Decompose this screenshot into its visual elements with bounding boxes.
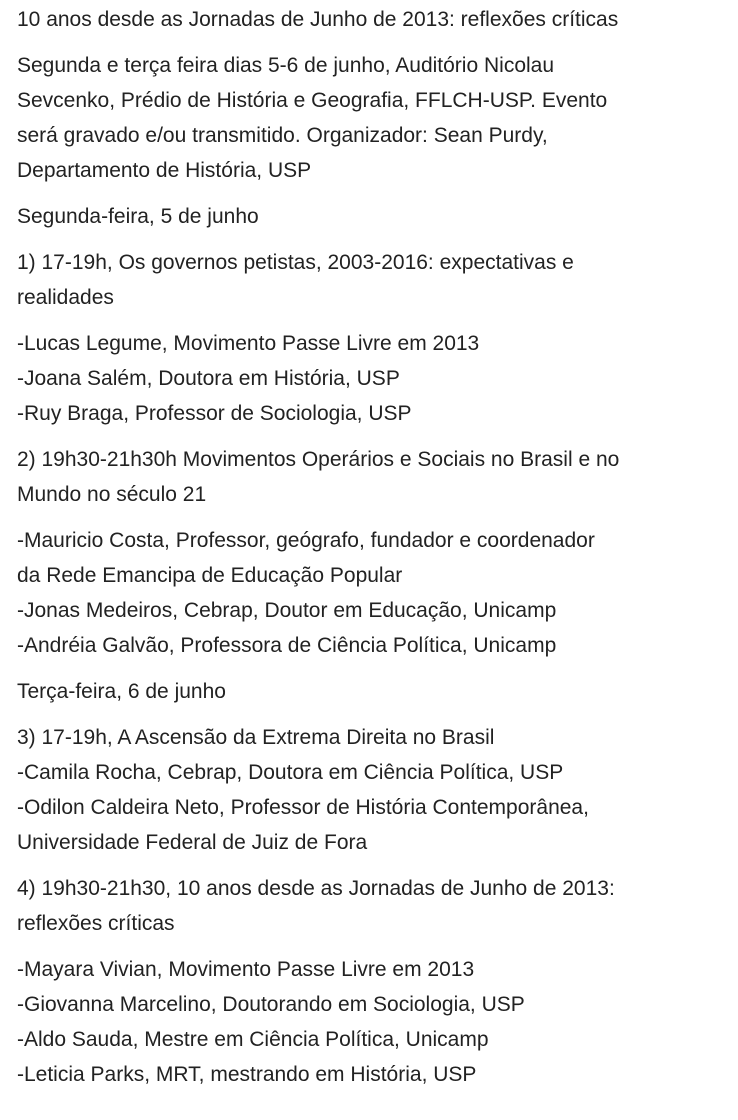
speaker-line: -Odilon Caldeira Neto, Professor de História Contemporânea, [17,796,589,819]
session-heading-line: 3) 17-19h, A Ascensão da Extrema Direita no Brasil [17,726,495,749]
speaker-line: -Lucas Legume, Movimento Passe Livre em 2013 [17,332,480,355]
session-4-heading [17,871,729,941]
speaker-line: -Mayara Vivian, Movimento Passe Livre em 2013 [17,958,475,981]
speaker-line: -Mauricio Costa, Professor, geógrafo, fundador e coordenador [17,529,595,552]
session-heading-line: 4) 19h30-21h30, 10 anos desde as Jornadas de Junho de 2013: [17,877,615,900]
day-label: Terça-feira, 6 de junho [17,680,226,703]
event-intro [17,48,729,188]
session-2-heading [17,442,729,512]
session-heading-line: Mundo no século 21 [17,483,207,506]
speaker-line: -Andréia Galvão, Professora de Ciência Política, Unicamp [17,634,557,657]
speaker-line: da Rede Emancipa de Educação Popular [17,564,403,587]
event-document [17,2,729,1103]
speaker-line: Universidade Federal de Juiz de Fora [17,831,368,854]
session-3 [17,720,729,860]
speaker-line: -Giovanna Marcelino, Doutorando em Sociologia, USP [17,993,525,1016]
session-4-speakers [17,952,729,1092]
speaker-line: -Joana Salém, Doutora em História, USP [17,367,400,390]
event-title: 10 anos desde as Jornadas de Junho de 2013: reflexões críticas [17,8,619,31]
day-heading-1 [17,199,729,234]
intro-line: Segunda e terça feira dias 5-6 de junho, Auditório Nicolau [17,54,555,77]
intro-line: será gravado e/ou transmitido. Organizador: Sean Purdy, [17,124,548,147]
session-heading-line: 2) 19h30-21h30h Movimentos Operários e Sociais no Brasil e no [17,448,620,471]
speaker-line: -Ruy Braga, Professor de Sociologia, USP [17,402,412,425]
session-heading-line: reflexões críticas [17,912,175,935]
session-1-speakers [17,326,729,431]
speaker-line: -Camila Rocha, Cebrap, Doutora em Ciência Política, USP [17,761,564,784]
session-1-heading [17,245,729,315]
speaker-line: -Leticia Parks, MRT, mestrando em História, USP [17,1063,477,1086]
day-label: Segunda-feira, 5 de junho [17,205,259,228]
intro-line: Departamento de História, USP [17,159,312,182]
session-2-speakers [17,523,729,663]
session-heading-line: 1) 17-19h, Os governos petistas, 2003-2016: expectativas e [17,251,574,274]
day-heading-2 [17,674,729,709]
speaker-line: -Aldo Sauda, Mestre em Ciência Política, Unicamp [17,1028,489,1051]
speaker-line: -Jonas Medeiros, Cebrap, Doutor em Educação, Unicamp [17,599,557,622]
session-heading-line: realidades [17,286,114,309]
intro-line: Sevcenko, Prédio de História e Geografia, FFLCH-USP. Evento [17,89,608,112]
